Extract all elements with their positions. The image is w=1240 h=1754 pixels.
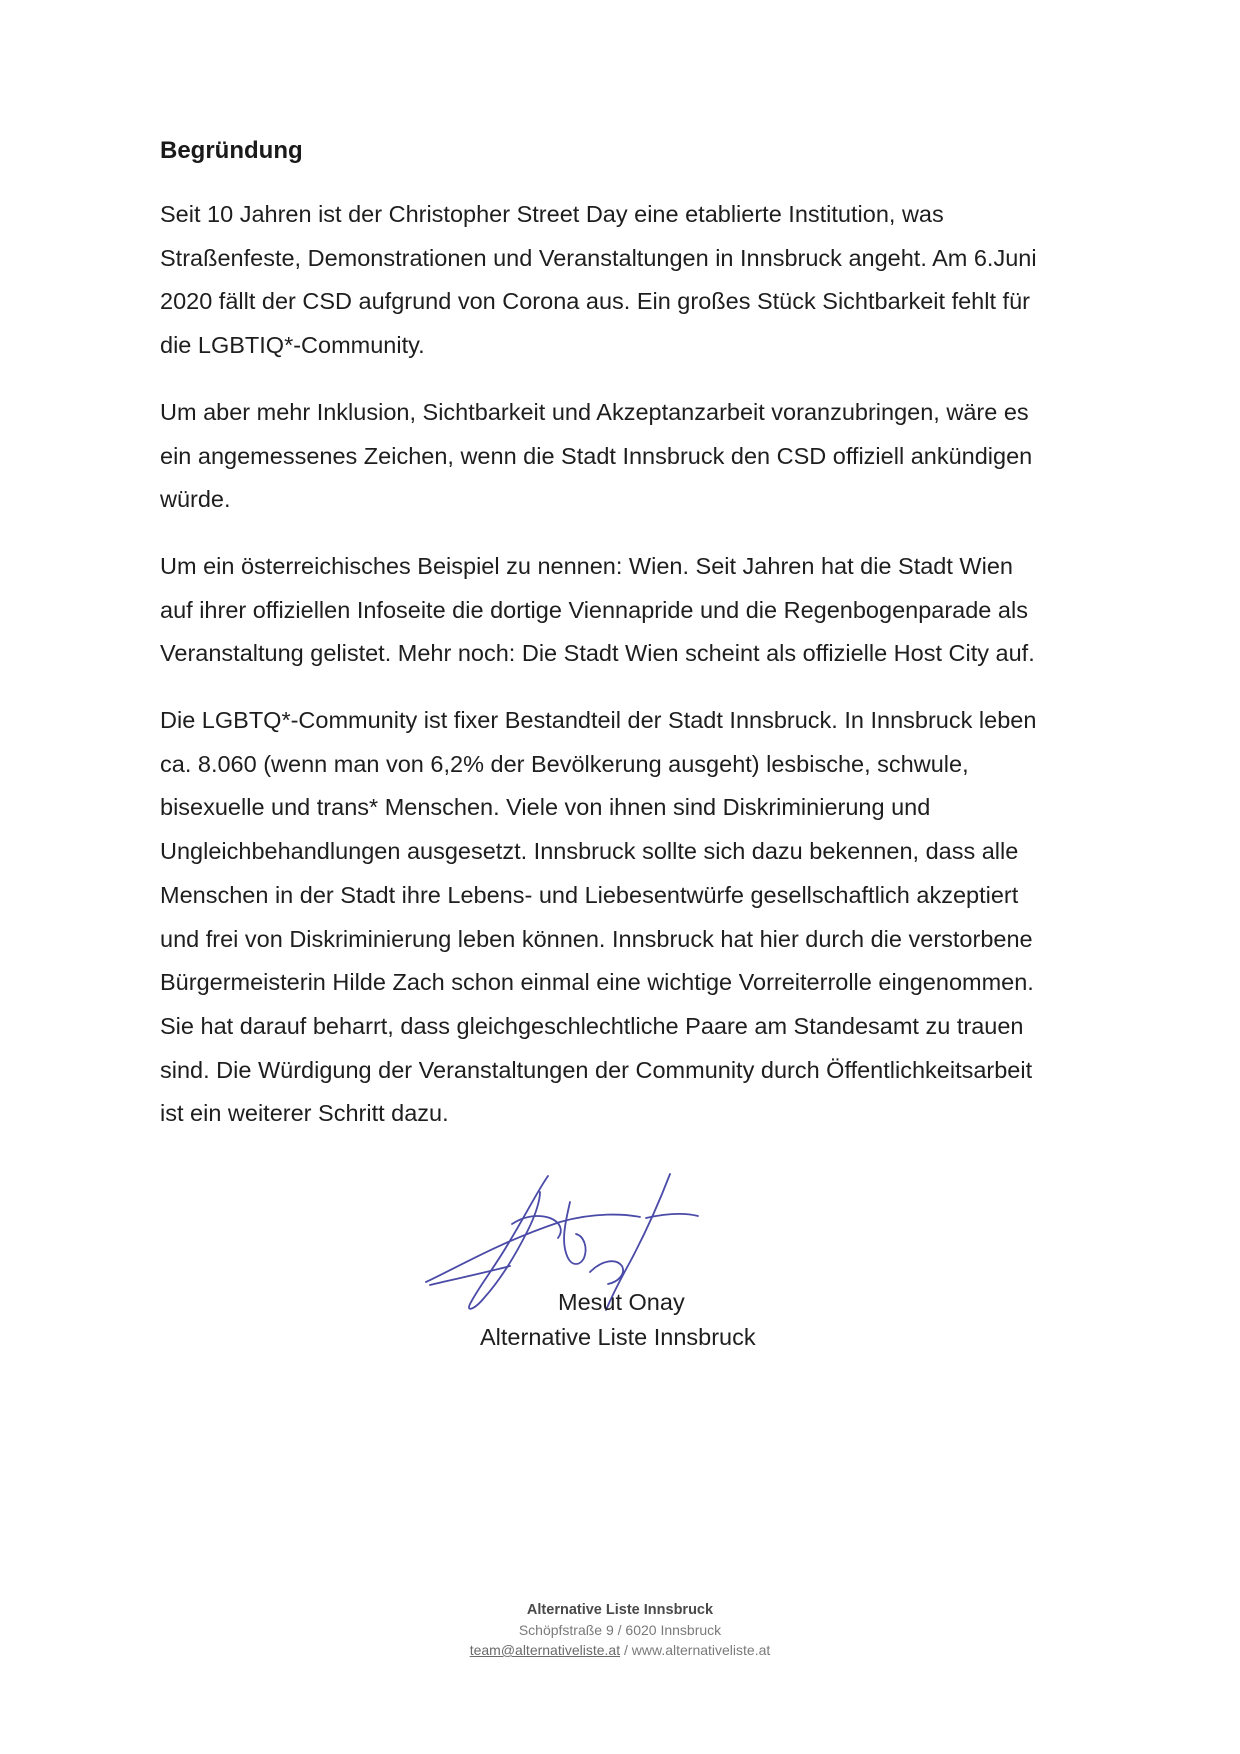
footer-separator: / xyxy=(620,1642,632,1658)
paragraph-community: Die LGBTQ*-Community ist fixer Bestandteil der Stadt Innsbruck. In Innsbruck leben ca. 8.060 (wenn man von 6,2% der Bevölkerung ausgeht) lesbische, schwule, bisexuelle und trans* Menschen. Viele von ihnen sind Diskriminierung und Ungleichbehandlungen ausgesetzt. Innsbruck sollte sich dazu bekennen, dass alle Menschen in der Stadt ihre Lebens- und Liebesentwürfe gesellschaftlich akzeptiert und frei von Diskriminierung leben können. Innsbruck hat hier durch die verstorbene Bürgermeisterin Hilde Zach schon einmal eine wichtige Vorreiterrolle eingenommen. Sie hat darauf beharrt, dass gleichgeschlechtliche Paare am Standesamt zu trauen sind. Die Würdigung der Veranstaltungen der Community durch Öffentlichkeitsarbeit ist ein weiterer Schritt dazu. xyxy=(160,707,1037,1127)
document-body xyxy=(160,136,1100,1159)
footer-contact xyxy=(0,1640,1240,1660)
footer-email-link[interactable]: team@alternativeliste.at xyxy=(469,1642,621,1658)
signer-name: Mesut Onay xyxy=(558,1289,685,1315)
letterhead-footer xyxy=(0,1600,1240,1660)
signer-organization: Alternative Liste Innsbruck xyxy=(480,1324,756,1350)
paragraph-vienna-example: Um ein österreichisches Beispiel zu nennen: Wien. Seit Jahren hat die Stadt Wien auf ihrer offiziellen Infoseite die dortige Viennapride und die Regenbogenparade als Veranstaltung gelistet. Mehr noch: Die Stadt Wien scheint als offizielle Host City auf. xyxy=(160,552,1035,667)
section-heading: Begründung xyxy=(160,137,303,164)
footer-website-link[interactable]: www.alternativeliste.at xyxy=(631,1642,771,1658)
paragraph-csd-context: Seit 10 Jahren ist der Christopher Street Day eine etablierte Institution, was Straßenfeste, Demonstrationen und Veranstaltungen in Innsbruck angeht. Am 6.Juni 2020 fällt der CSD aufgrund von Corona aus. Ein großes Stück Sichtbarkeit fehlt für die LGBTIQ*-Community. xyxy=(160,201,1037,359)
footer-organization: Alternative Liste Innsbruck xyxy=(526,1602,714,1618)
signature-block xyxy=(420,1170,840,1360)
footer-address: Schöpfstraße 9 / 6020 Innsbruck xyxy=(518,1622,722,1638)
paragraph-inclusion: Um aber mehr Inklusion, Sichtbarkeit und Akzeptanzarbeit voranzubringen, wäre es ein angemessenes Zeichen, wenn die Stadt Innsbruck den CSD offiziell ankündigen würde. xyxy=(160,398,1033,513)
